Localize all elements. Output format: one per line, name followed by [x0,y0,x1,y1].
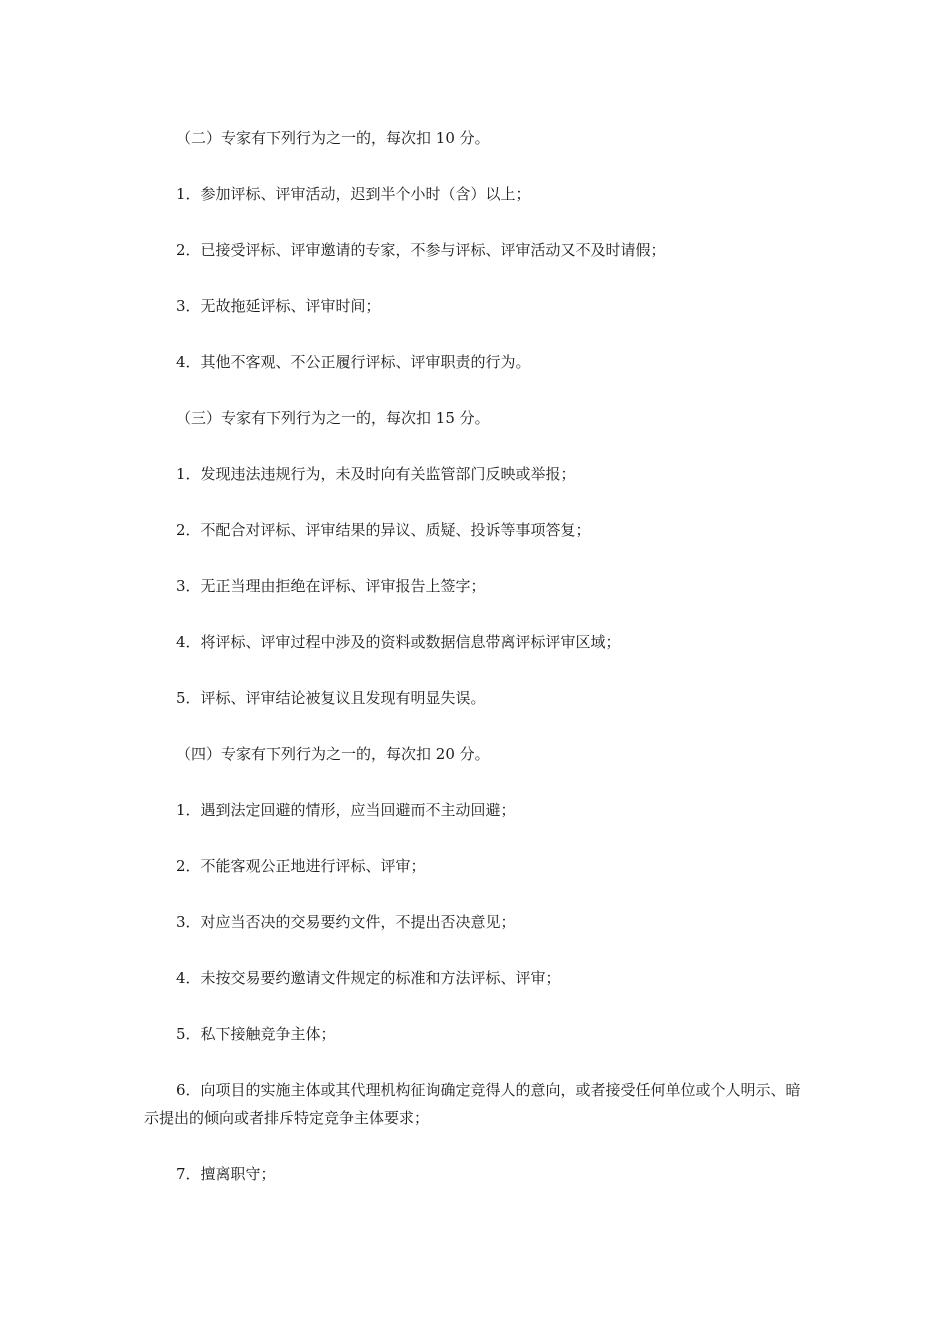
list-item: 1．遇到法定回避的情形，应当回避而不主动回避； [176,801,516,819]
list-item: 4．其他不客观、不公正履行评标、评审职责的行为。 [176,353,531,371]
list-item: 5．评标、评审结论被复议且发现有明显失误。 [176,689,486,707]
list-item: 1．发现违法违规行为，未及时向有关监管部门反映或举报； [176,465,576,483]
list-item: 3．无故拖延评标、评审时间； [176,297,381,315]
list-item: 3．无正当理由拒绝在评标、评审报告上签字； [176,577,486,595]
list-item: 2．不配合对评标、评审结果的异议、质疑、投诉等事项答复； [176,521,591,539]
list-item: 4．将评标、评审过程中涉及的资料或数据信息带离评标评审区域； [176,633,621,651]
list-item: 6．向项目的实施主体或其代理机构征询确定竞得人的意向，或者接受任何单位或个人明示、暗示提出的倾向或者排斥特定竞争主体要求； [144,1081,801,1127]
list-item: 5．私下接触竞争主体； [176,1025,336,1043]
list-item: 2．不能客观公正地进行评标、评审； [176,857,426,875]
list-item: 3．对应当否决的交易要约文件，不提出否决意见； [176,913,516,931]
section-heading-4: （四）专家有下列行为之一的，每次扣 20 分。 [176,745,490,763]
section-heading-2: （二）专家有下列行为之一的，每次扣 10 分。 [176,129,490,147]
list-item: 2．已接受评标、评审邀请的专家，不参与评标、评审活动又不及时请假； [176,241,666,259]
list-item: 4．未按交易要约邀请文件规定的标准和方法评标、评审； [176,969,561,987]
list-item: 1．参加评标、评审活动，迟到半个小时（含）以上； [176,185,531,203]
list-item: 7．擅离职守； [176,1165,276,1183]
section-heading-3: （三）专家有下列行为之一的，每次扣 15 分。 [176,409,490,427]
